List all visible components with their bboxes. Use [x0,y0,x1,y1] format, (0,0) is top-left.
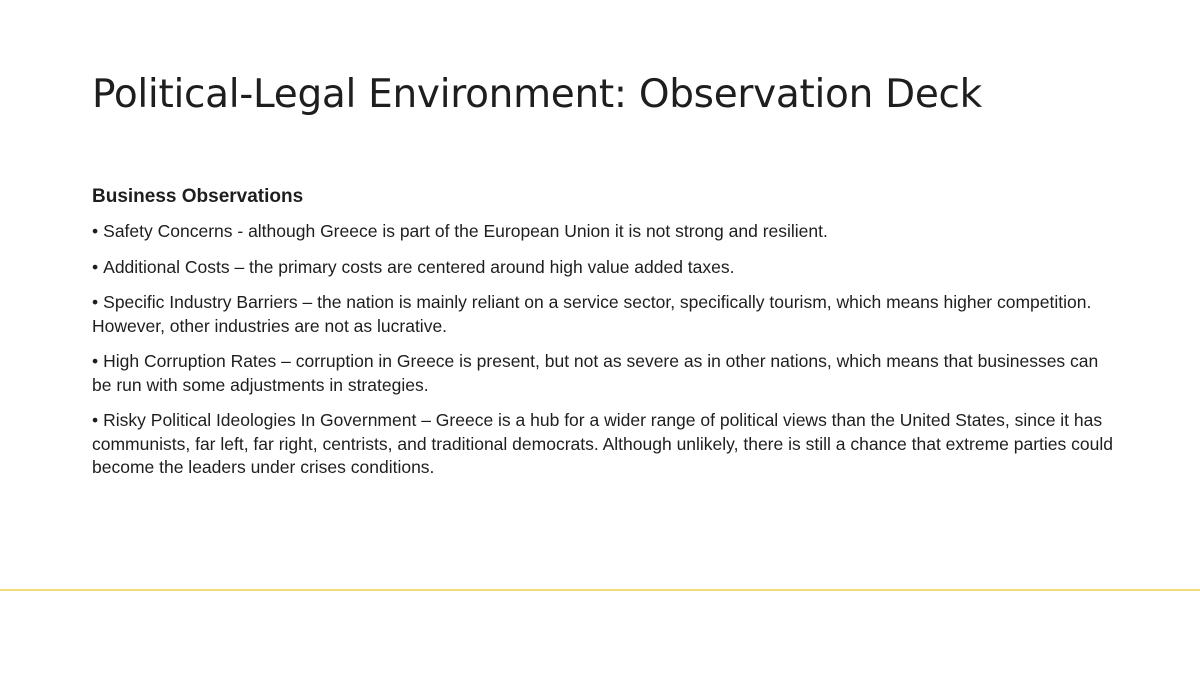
bullet-text: Risky Political Ideologies In Government – Greece is a hub for a wider range of political views than the United States, since it has communists, far left, far right, centrists, and traditional democrats. Although unlikely, there is still a chance that extreme parties could become the leaders under crises conditions. [92,410,1113,477]
bullet-marker: • [92,292,99,312]
bullet-marker: • [92,410,99,430]
bullet-item-political-ideologies [92,409,1122,480]
bullet-text: Specific Industry Barriers – the nation is mainly reliant on a service sector, specifically tourism, which means higher competition. However, other industries are not as lucrative. [92,292,1092,336]
bullet-text: Additional Costs – the primary costs are centered around high value added taxes. [103,256,735,277]
slide-content [92,184,1122,492]
bullet-item-safety-concerns [92,220,1122,244]
bullet-item-additional-costs [92,256,1122,280]
bullet-text: Safety Concerns - although Greece is part of the European Union it is not strong and resilient. [103,221,828,241]
bullet-marker: • [92,351,99,371]
slide-title: Political-Legal Environment: Observation Deck [92,72,982,117]
bullet-marker: • [92,256,99,277]
bullet-text: High Corruption Rates – corruption in Greece is present, but not as severe as in other nations, which means that businesses can be run with some adjustments in strategies. [92,351,1099,395]
section-heading: Business Observations [92,186,304,207]
bullet-marker: • [92,221,99,241]
bullet-item-corruption-rates [92,350,1122,397]
footer-divider-line [0,589,1200,591]
bullet-item-industry-barriers [92,291,1122,338]
bullet-list [92,220,1122,480]
